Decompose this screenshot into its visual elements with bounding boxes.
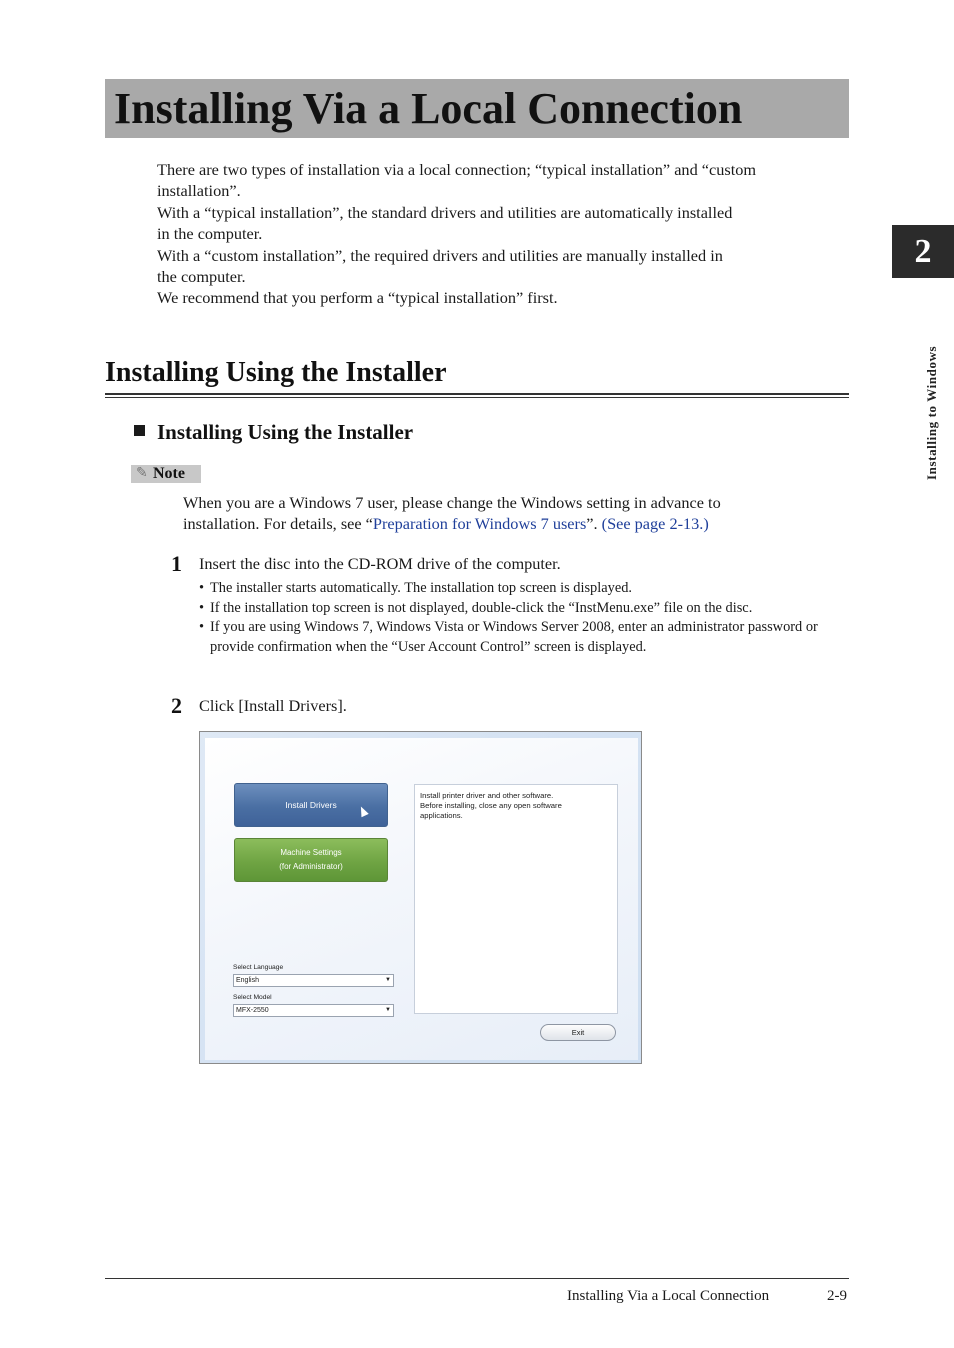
- square-bullet-icon: [134, 425, 145, 436]
- section-heading: Installing Using the Installer: [105, 357, 447, 388]
- intro-line: We recommend that you perform a “typical installation” first.: [157, 288, 558, 308]
- model-select[interactable]: [233, 1004, 394, 1017]
- intro-line: the computer.: [157, 267, 246, 287]
- bullet-item: • The installer starts automatically. The installation top screen is displayed.: [199, 579, 859, 599]
- page-number: 2-9: [827, 1288, 847, 1304]
- intro-line: With a “typical installation”, the standard drivers and utilities are automatically installed: [157, 202, 733, 222]
- machine-settings-label: Machine Settings: [280, 848, 342, 857]
- note-line: When you are a Windows 7 user, please change the Windows setting in advance to: [183, 493, 721, 512]
- install-drivers-button[interactable]: Install Drivers: [234, 783, 388, 827]
- machine-settings-button[interactable]: [234, 838, 388, 882]
- note-body: [183, 492, 853, 534]
- section-rule: [105, 393, 849, 395]
- note-label: Note: [153, 465, 185, 482]
- footer-rule: [105, 1278, 849, 1279]
- exit-button[interactable]: Exit: [540, 1024, 616, 1041]
- intro-line: in the computer.: [157, 224, 263, 244]
- bullet-item: • If the installation top screen is not displayed, double-click the “InstMenu.exe” file on the disc.: [199, 599, 859, 619]
- description-line: Before installing, close any open software: [420, 801, 562, 810]
- note-line: [183, 513, 853, 534]
- intro-line: With a “custom installation”, the required drivers and utilities are manually installed in: [157, 245, 723, 265]
- select-language-label: Select Language: [233, 964, 284, 971]
- intro-paragraph: [157, 159, 857, 309]
- step-bullets: [199, 579, 859, 657]
- step-number: 1: [171, 551, 182, 576]
- side-chapter-label: [924, 290, 944, 480]
- description-line: Install printer driver and other software.: [420, 791, 554, 800]
- model-value: MFX-2550: [236, 1007, 269, 1014]
- section-rule-thin: [105, 397, 849, 398]
- page-title: Installing Via a Local Connection: [114, 84, 743, 133]
- dropdown-arrow-icon: ▼: [385, 1007, 391, 1013]
- bullet-item: • If you are using Windows 7, Windows Vista or Windows Server 2008, enter an administrator password or provide confirmation when the “User Account Control” screen is displayed.: [199, 618, 859, 657]
- description-line: applications.: [420, 811, 463, 820]
- select-model-label: Select Model: [233, 994, 272, 1001]
- intro-line: installation”.: [157, 181, 241, 201]
- side-chapter-label-text: Installing to Windows: [924, 345, 939, 480]
- pencil-icon: ✎: [136, 466, 148, 481]
- intro-line: There are two types of installation via a local connection; “typical installation” and “custom: [157, 160, 757, 179]
- note-text: ”.: [586, 514, 602, 533]
- machine-settings-sublabel: (for Administrator): [279, 862, 343, 871]
- chapter-tab: 2: [892, 225, 954, 278]
- step-text: Insert the disc into the CD-ROM drive of the computer.: [199, 554, 561, 573]
- windows7-prep-link[interactable]: Preparation for Windows 7 users: [372, 514, 587, 533]
- subsection-heading: Installing Using the Installer: [157, 420, 414, 444]
- description-panel: [414, 784, 618, 1014]
- step-text: Click [Install Drivers].: [199, 696, 347, 715]
- dropdown-arrow-icon: ▼: [385, 977, 391, 983]
- footer-title: Installing Via a Local Connection: [567, 1288, 770, 1304]
- note-text: installation. For details, see “: [183, 514, 373, 533]
- language-select[interactable]: [233, 974, 394, 987]
- see-page-link[interactable]: (See page 2-13.): [601, 514, 709, 533]
- step-number: 2: [171, 693, 182, 718]
- language-value: English: [236, 977, 259, 984]
